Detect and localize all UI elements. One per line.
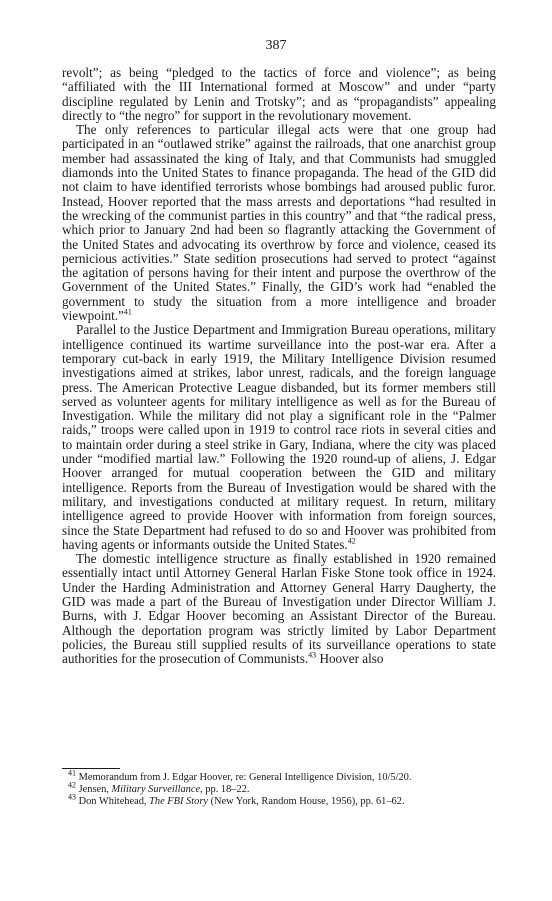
paragraph-4: The domestic intelligence structure as finally established in 1920 remained essentially intact until Attorney General Harlan Fiske Stone took office in 1924. Under the Harding Administration and Attorney General Harry Daugherty, the GID was made a part of the Bureau of Investigation under Director William J. Burns, with J. Edgar Hoover becoming an Assistant Director of the Bureau. Although the deportation program was strictly limited by Labor Department policies, the Bureau still supplied results of its surveillance operations to state authorities for the prosecution of Communists.$^{43}$ Hoover also [62,551,496,667]
paragraph-1: revolt”; as being “pledged to the tactics of force and violence”; as being “affiliated with the III International formed at Moscow” and under “party discipline regulated by Lenin and Trotsky”; and as “propagandists” appealing directly to “the negro” for support in the revolutionary movement. [62,65,496,123]
footnote-42: $^{42}$ Jensen, Military Surveillance, pp. 18–22. [68,780,250,796]
footnotes [62,768,496,809]
footnote-41: $^{41}$ Memorandum from J. Edgar Hoover, re: General Intelligence Division, 10/5/20. [68,768,412,783]
footnote-43: $^{43}$ Don Whitehead, The FBI Story (New York, Random House, 1956), pp. 61–62. [68,792,405,808]
paragraph-3: Parallel to the Justice Department and Immigration Bureau operations, military intelligence continued its wartime surveillance into the post-war era. After a temporary cut-back in early 1919, the Military Intelligence Division resumed investigations aimed at strikes, labor unrest, radicals, and the foreign language press. The American Protective League disbanded, but its former members still served as volunteer agents for military intelligence as well as for the Bureau of Investigation. While the military did not play a significant role in the “Palmer raids,” troops were called upon in 1919 to control race riots in several cities and to maintain order during a steel strike in Gary, Indiana, where the city was placed under “modified martial law.” Following the 1920 round-up of aliens, J. Edgar Hoover arranged for mutual cooperation between the GID and military intelligence. Reports from the Bureau of Investigation would be shared with the military, and investigations conducted at military request. In return, military intelligence agreed to provide Hoover with information from foreign sources, since the State Department had refused to do so and Hoover was prohibited from having agents or informants outside the United States.$^{42}$ [62,322,496,552]
paragraph-2: The only references to particular illegal acts were that one group had participated in an “outlawed strike” against the railroads, that one anarchist group member had assassinated the king of Italy, and that Communists had smuggled diamonds into the United States to finance propaganda. The head of the GID did not claim to have identified terrorists whose bombings had aroused public furor. Instead, Hoover reported that the mass arrests and deportations “had resulted in the wrecking of the communist parties in this country” and that “the radical press, which prior to January 2nd had been so flagrantly attacking the Government of the United States and advocating its overthrow by force and violence, ceased its pernicious activities.” State sedition prosecutions had served to protect “against the agitation of persons having for their intent and purpose the overthrow of the Government of the United States.” Finally, the GID’s work had “enabled the government to study the situation from a more intelligence and broader viewpoint.”$^{41}$ [62,122,496,324]
footnote-ref-42: 42 [347,536,356,546]
body-text [62,66,496,666]
footnote-ref-41: 41 [123,307,132,317]
footnote-ref-43: 43 [308,650,317,660]
page-number: 387 [265,38,287,53]
